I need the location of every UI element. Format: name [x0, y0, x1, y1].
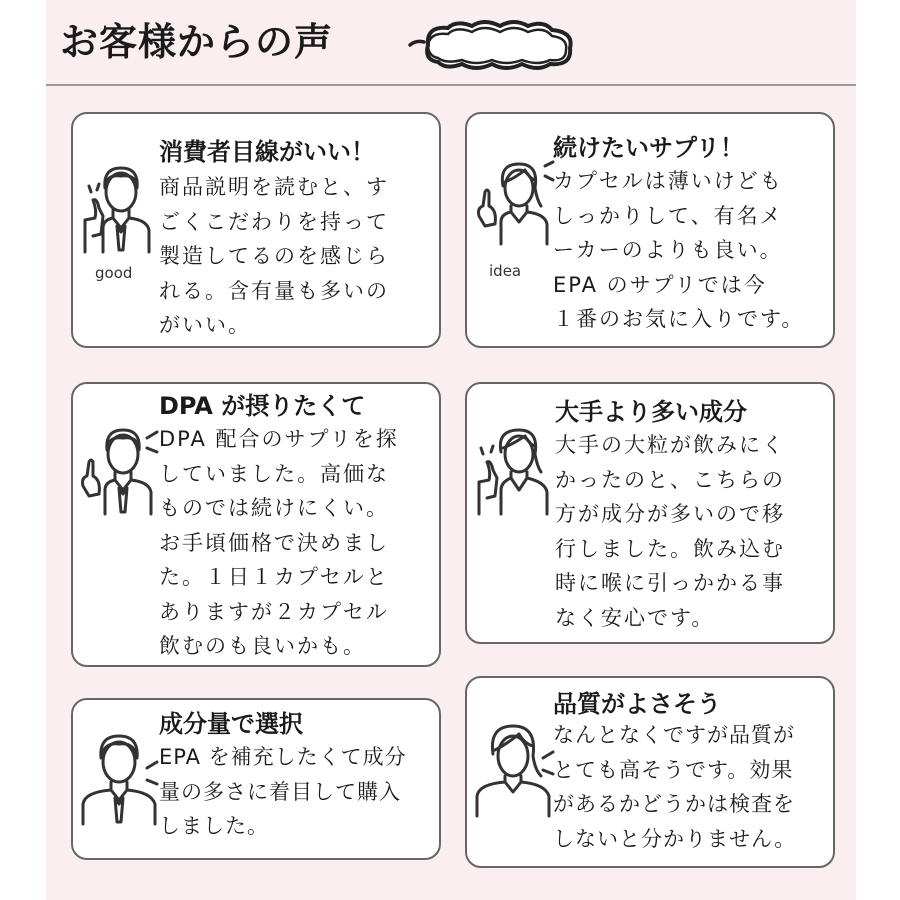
review-line: ごくこだわりを持って — [159, 209, 389, 234]
review-line: しないと分かりません。 — [553, 826, 797, 851]
review-card-4 — [465, 382, 835, 644]
cloud-decoration-icon — [406, 18, 578, 72]
review-line: なく安心です。 — [555, 605, 715, 630]
review-line: DPA 配合のサプリを探 — [159, 427, 399, 451]
businesswoman-thumbs-up-icon — [473, 420, 555, 516]
icon-label-idea: idea — [489, 262, 522, 280]
review-line: かったのと、こちらの — [555, 467, 785, 492]
review-line: 大手の大粒が飲みにく — [555, 433, 785, 457]
review-card-3 — [71, 382, 441, 667]
review-line: しっかりして、有名メ — [553, 203, 783, 228]
review-card-5 — [71, 698, 441, 860]
review-title: 大手より多い成分 — [555, 398, 747, 426]
header-divider — [46, 84, 856, 86]
review-line: がいい。 — [159, 313, 251, 337]
review-line: とても高そうです。効果 — [553, 757, 794, 782]
review-line: お手頃価格で決めまし — [159, 530, 389, 555]
review-card-1 — [71, 112, 441, 348]
review-title: 消費者目線がいい！ — [159, 138, 375, 166]
review-title: 続けたいサプリ！ — [553, 134, 745, 162]
review-title: DPA が摂りたくて — [159, 392, 366, 420]
review-line: ありますが２カプセル — [159, 599, 389, 624]
icon-label-good: good — [95, 264, 133, 282]
review-line: があるかどうかは検査を — [553, 792, 795, 816]
review-text — [553, 164, 804, 337]
businessman-thumbs-up-icon — [81, 162, 157, 254]
review-line: 商品説明を読むと、す — [159, 175, 389, 199]
review-text — [555, 428, 785, 635]
review-line: 方が成分が多いので移 — [555, 502, 785, 526]
review-text — [159, 740, 407, 844]
review-line: れる。含有量も多いの — [159, 278, 389, 303]
businessman-icon — [77, 730, 161, 826]
review-title: 品質がよさそう — [553, 690, 721, 718]
review-line: 時に喉に引っかかる事 — [555, 571, 785, 595]
review-text — [553, 718, 796, 856]
review-line: なんとなくですが品質が — [553, 723, 795, 747]
review-line: ものでは続けにくい。 — [159, 496, 389, 520]
review-line: カプセルは薄いけども — [553, 169, 783, 193]
review-line: た。１日１カプセルと — [159, 565, 389, 589]
review-line: EPA のサプリでは今 — [553, 272, 767, 297]
review-line: EPA を補充したくて成分 — [159, 745, 407, 769]
page-title: お客様からの声 — [60, 20, 334, 64]
review-line: ーカーのよりも良い。 — [553, 238, 783, 262]
businesswoman-icon — [471, 718, 557, 818]
review-text — [159, 422, 399, 664]
businessman-idea-icon — [79, 424, 163, 516]
review-line: 製造してるのを感じら — [159, 244, 389, 268]
review-text — [159, 170, 389, 343]
review-line: しました。 — [159, 814, 269, 838]
review-line: １番のお気に入りです。 — [553, 307, 805, 331]
review-line: 行しました。飲み込む — [555, 536, 785, 561]
review-title: 成分量で選択 — [159, 710, 303, 738]
review-line: していました。高価な — [159, 461, 389, 486]
review-line: 量の多さに着目して購入 — [159, 779, 401, 804]
businesswoman-idea-icon — [475, 154, 555, 246]
review-card-2 — [465, 112, 835, 348]
review-card-6 — [465, 676, 835, 868]
review-line: 飲むのも良いかも。 — [159, 634, 366, 658]
